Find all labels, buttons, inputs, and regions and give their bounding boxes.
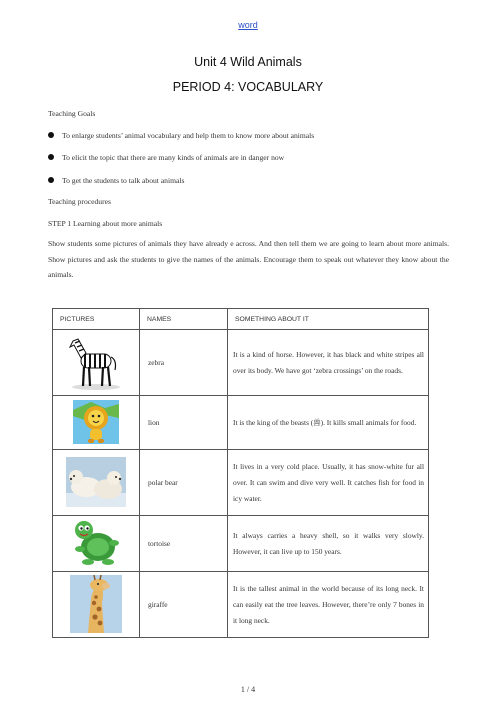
animal-description: It always carries a heavy shell, so it walks very slowly. However, it can live up to 150 years.	[228, 516, 429, 572]
bullet-icon	[48, 154, 54, 160]
table-row	[53, 516, 429, 572]
vocabulary-table	[52, 308, 429, 638]
table-header-row	[53, 309, 429, 330]
lion-picture	[53, 396, 140, 450]
animal-name: tortoise	[140, 516, 228, 572]
bullet-icon	[48, 132, 54, 138]
table-row	[53, 330, 429, 396]
header-link[interactable]: word	[238, 20, 258, 30]
page-number: 1 / 4	[240, 685, 256, 694]
table-row	[53, 572, 429, 638]
animal-description: It is the king of the beasts (兽). It kills small animals for food.	[228, 396, 429, 450]
unit-title: Unit 4 Wild Animals	[194, 55, 302, 69]
animal-name: lion	[140, 396, 228, 450]
column-header: SOMETHING ABOUT IT	[228, 309, 429, 330]
animal-description: It lives in a very cold place. Usually, it has snow-white fur all over. It can swim and dive very well. It catches fish for food in icy water.	[228, 450, 429, 516]
procedure-paragraph: Show students some pictures of animals they have already e across. And then tell them we are going to learn about more animals. Show pictures and ask the students to give the names of the animals. Encourage them to speak out whatever they know about the animals.	[48, 239, 449, 279]
goal-item: To elicit the topic that there are many kinds of animals are in danger now	[48, 153, 284, 162]
procedures-heading: Teaching procedures	[48, 197, 111, 206]
animal-name: zebra	[140, 330, 228, 396]
polar-bear-picture	[53, 450, 140, 516]
zebra-picture	[53, 330, 140, 396]
animal-name: polar bear	[140, 450, 228, 516]
tortoise-picture	[53, 516, 140, 572]
column-header: NAMES	[140, 309, 228, 330]
table-row	[53, 450, 429, 516]
animal-description: It is the tallest animal in the world because of its long neck. It can easily eat the tree leaves. However, there’re only 7 bones in it long neck.	[228, 572, 429, 638]
goal-item: To enlarge students’ animal vocabulary and help them to know more about animals	[48, 131, 314, 140]
teaching-goals-heading: Teaching Goals	[48, 109, 96, 118]
giraffe-picture	[53, 572, 140, 638]
period-title: PERIOD 4: VOCABULARY	[172, 80, 324, 94]
step-heading: STEP 1 Learning about more animals	[48, 219, 163, 228]
animal-name: giraffe	[140, 572, 228, 638]
column-header: PICTURES	[53, 309, 140, 330]
table-row	[53, 396, 429, 450]
goal-item: To get the students to talk about animals	[48, 176, 184, 185]
bullet-icon	[48, 177, 54, 183]
animal-description: It is a kind of horse. However, it has black and white stripes all over its body. We have got ‘zebra crossings’ on the roads.	[228, 330, 429, 396]
